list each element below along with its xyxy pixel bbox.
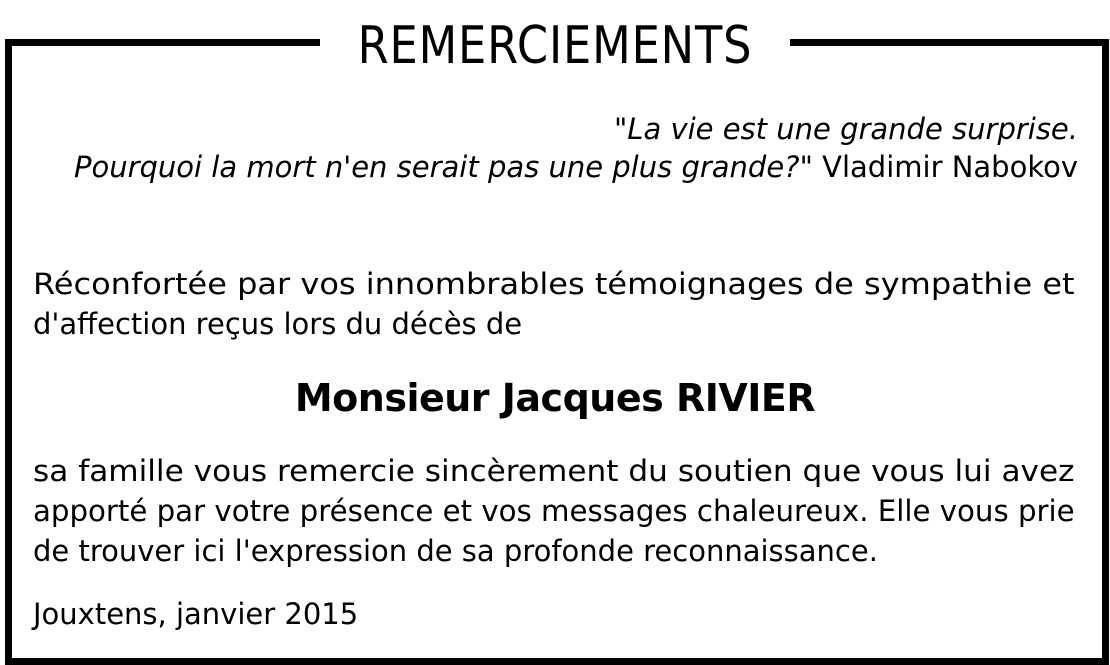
message-line-2: apporté par votre présence et vos messages chaleureux. Elle vous prie <box>33 494 1075 528</box>
message-paragraph <box>33 451 1075 571</box>
quote-line-1: "La vie est une grande surprise. <box>613 112 1078 146</box>
page-title: REMERCIEMENTS <box>357 16 753 76</box>
quote-author: Vladimir Nabokov <box>822 150 1078 184</box>
intro-line-2: d'affection reçus lors du décès de <box>33 307 523 341</box>
deceased-name: Monsieur Jacques RIVIER <box>294 376 816 420</box>
place-date: Jouxtens, janvier 2015 <box>33 597 359 631</box>
quote-line-2: Pourquoi la mort n'en serait pas une plus grande?" <box>73 150 813 184</box>
message-line-1: sa famille vous remercie sincèrement du soutien que vous lui avez <box>33 454 1075 488</box>
intro-line-1: Réconfortée par vos innombrables témoignages de sympathie et <box>33 267 1075 301</box>
heading-container <box>320 4 790 84</box>
message-line-3: de trouver ici l'expression de sa profonde reconnaissance. <box>33 534 878 568</box>
intro-paragraph <box>33 264 1075 344</box>
epigraph-quote <box>0 110 1078 186</box>
